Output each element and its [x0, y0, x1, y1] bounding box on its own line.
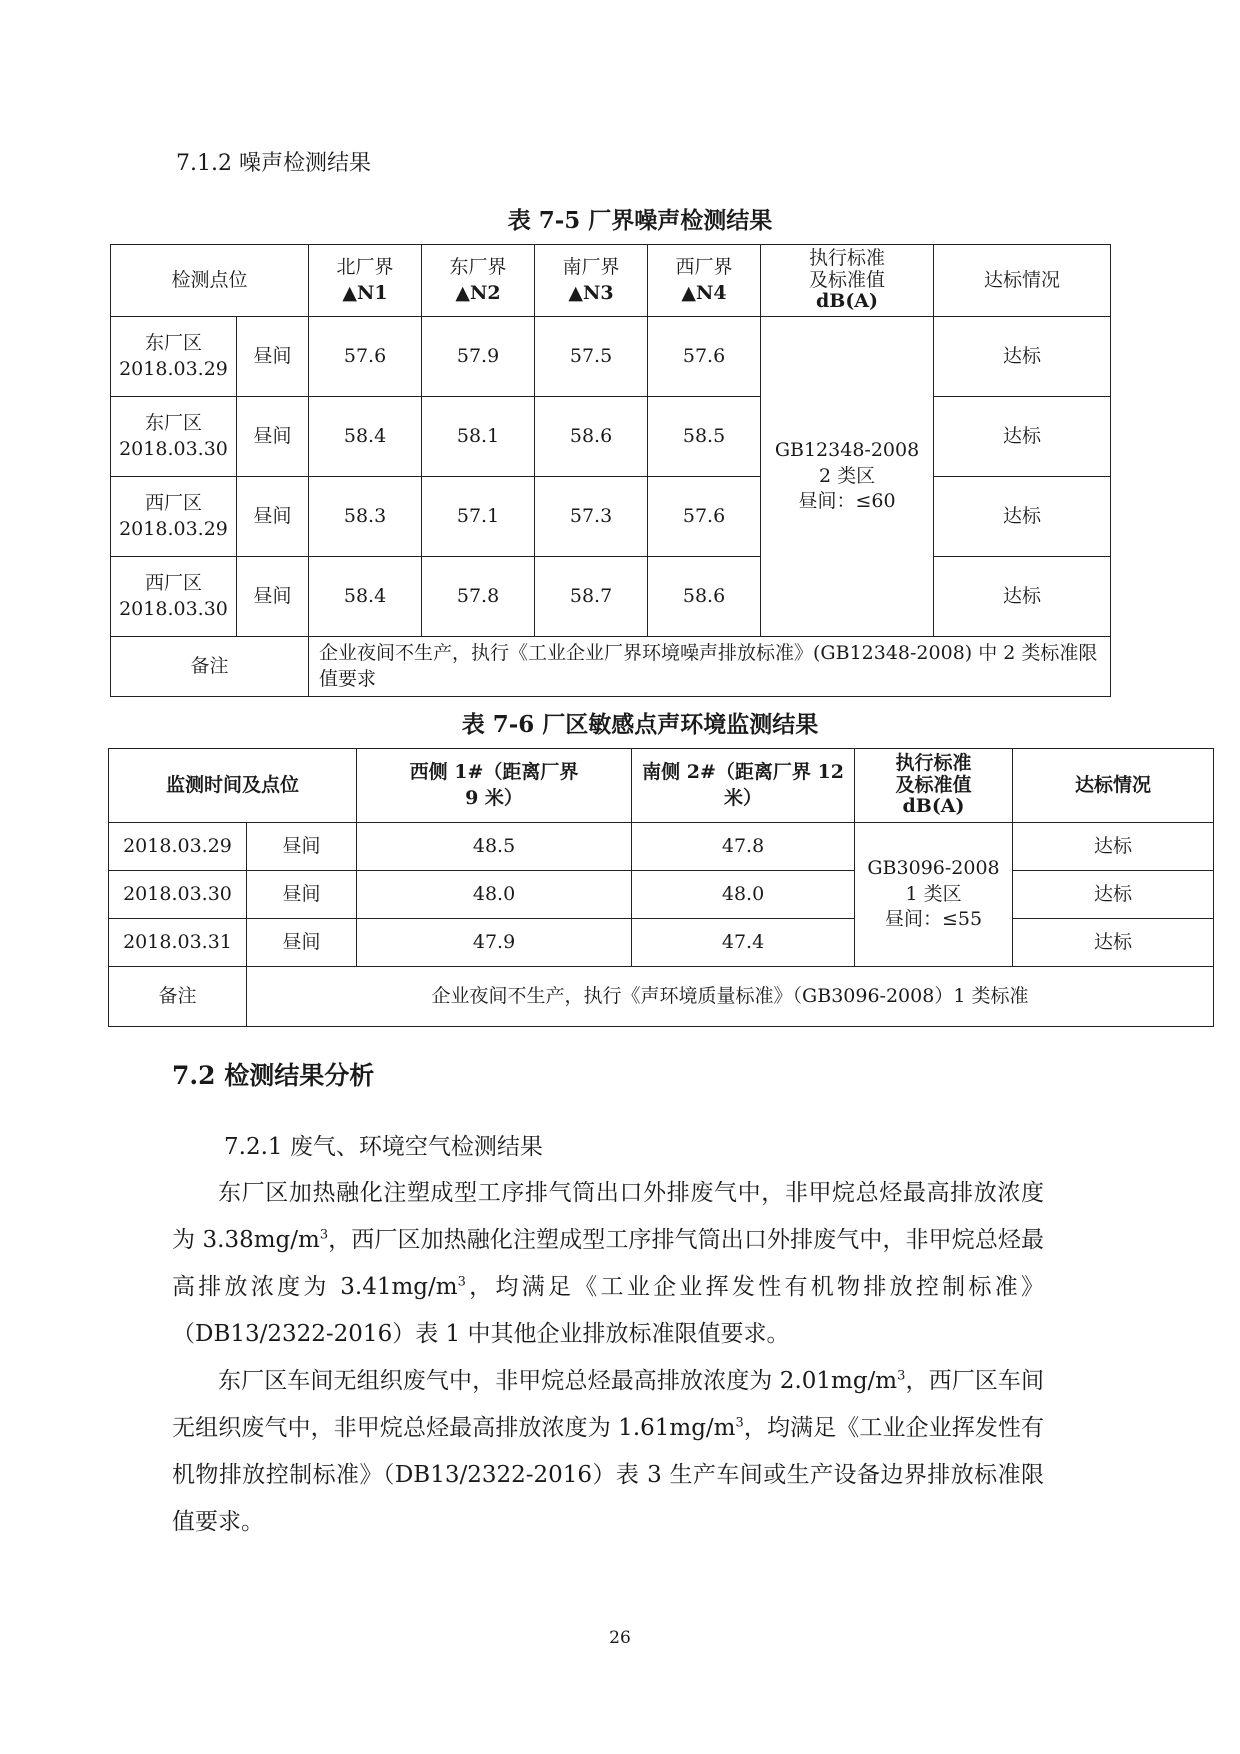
row-date: 2018.03.30 — [109, 871, 247, 919]
header-n1-code: ▲N1 — [342, 281, 388, 304]
standard-cell — [855, 823, 1013, 967]
unit-superscript: 3 — [735, 1415, 744, 1431]
row-date: 2018.03.29 — [119, 357, 228, 380]
unit-superscript: 3 — [319, 1227, 329, 1243]
section-heading-7-1-2: 7.1.2 噪声检测结果 — [176, 151, 371, 176]
header-standard — [761, 245, 934, 317]
row-period: 昼间 — [247, 919, 357, 967]
value-n1: 58.3 — [309, 477, 422, 557]
value-site-2: 47.4 — [632, 919, 855, 967]
row-area: 西厂区 — [144, 491, 202, 514]
standard-limit: 昼间：≤60 — [798, 490, 896, 513]
para2-part-a: 东厂区车间无组织废气中，非甲烷总烃最高排放浓度为 2.01mg/m — [218, 1368, 898, 1394]
header-site-2 — [632, 749, 855, 823]
header-n1 — [309, 245, 422, 317]
header-standard-l1: 执行标准 — [809, 246, 886, 269]
table-row — [111, 557, 1111, 637]
row-result: 达标 — [934, 477, 1111, 557]
row-period: 昼间 — [237, 477, 309, 557]
para1-part-b: ，西厂区加热融化注塑成型工序排气筒出口外排废气中，非甲烷总烃最高排放浓度为 3.41mg/m — [172, 1227, 1044, 1300]
header-site-2-l1: 南侧 2#（距离厂界 12 — [642, 760, 844, 783]
row-date: 2018.03.29 — [119, 517, 228, 540]
row-location — [111, 397, 237, 477]
para2-part-c: ，均满足《工业企业挥发性有机物排放控制标准》（DB13/2322-2016）表 3 生产车间或生产设备边界排放标准限值要求。 — [172, 1415, 1044, 1535]
value-site-2: 47.8 — [632, 823, 855, 871]
standard-code: GB3096-2008 — [867, 857, 1000, 880]
remark-row — [111, 637, 1111, 697]
remark-text: 企业夜间不生产，执行《工业企业厂界环境噪声排放标准》(GB12348-2008) 中 2 类标准限值要求 — [309, 637, 1111, 697]
paragraph-fugitive-emissions — [172, 1358, 1044, 1546]
value-n1: 57.6 — [309, 317, 422, 397]
para1-part-a: 东厂区加热融化注塑成型工序排气筒出口外排废气中，非甲烷总烃最高排放浓度为 3.38mg/m — [172, 1180, 1044, 1253]
table-row — [109, 823, 1214, 871]
header-standard-unit: dB(A) — [902, 795, 965, 818]
section-heading-7-2: 7.2 检测结果分析 — [172, 1061, 375, 1090]
standard-cell — [761, 317, 934, 637]
header-standard-l1: 执行标准 — [895, 751, 972, 774]
header-point: 检测点位 — [111, 245, 309, 317]
row-date: 2018.03.30 — [119, 437, 228, 460]
value-n1: 58.4 — [309, 557, 422, 637]
row-date: 2018.03.31 — [109, 919, 247, 967]
header-n2-name: 东厂界 — [449, 255, 507, 278]
row-location — [111, 557, 237, 637]
row-result: 达标 — [1013, 919, 1214, 967]
header-n2-code: ▲N2 — [455, 281, 501, 304]
row-result: 达标 — [1013, 871, 1214, 919]
value-n2: 58.1 — [422, 397, 535, 477]
header-result: 达标情况 — [934, 245, 1111, 317]
para2-part-b: ，西厂区车间无组织废气中，非甲烷总烃最高排放浓度为 1.61mg/m — [172, 1368, 1044, 1441]
value-n2: 57.9 — [422, 317, 535, 397]
header-n2 — [422, 245, 535, 317]
table-header-row — [111, 245, 1111, 317]
header-n4 — [648, 245, 761, 317]
remark-label: 备注 — [111, 637, 309, 697]
value-n3: 58.7 — [535, 557, 648, 637]
standard-class: 2 类区 — [818, 464, 876, 487]
value-site-1: 48.0 — [357, 871, 632, 919]
unit-superscript: 3 — [457, 1274, 466, 1290]
value-site-1: 47.9 — [357, 919, 632, 967]
header-standard-l2: 及标准值 — [895, 773, 972, 796]
noise-table-sensitive — [108, 748, 1214, 1027]
header-result: 达标情况 — [1013, 749, 1214, 823]
table-header-row — [109, 749, 1214, 823]
value-n1: 58.4 — [309, 397, 422, 477]
value-n4: 58.5 — [648, 397, 761, 477]
remark-label: 备注 — [109, 967, 247, 1027]
header-site-1-l2: 9 米） — [465, 786, 523, 809]
value-n4: 58.6 — [648, 557, 761, 637]
header-site-1 — [357, 749, 632, 823]
row-area: 西厂区 — [144, 571, 202, 594]
value-n3: 57.3 — [535, 477, 648, 557]
page-number: 26 — [609, 1628, 631, 1648]
table-row — [109, 871, 1214, 919]
header-site-1-l1: 西侧 1#（距离厂界 — [409, 760, 579, 783]
table-row — [109, 919, 1214, 967]
value-site-2: 48.0 — [632, 871, 855, 919]
row-location — [111, 477, 237, 557]
value-site-1: 48.5 — [357, 823, 632, 871]
row-period: 昼间 — [237, 397, 309, 477]
header-n3 — [535, 245, 648, 317]
row-period: 昼间 — [237, 317, 309, 397]
para1-part-c: ，均满足《工业企业挥发性有机物排放控制标准》（DB13/2322-2016）表 1 中其他企业排放标准限值要求。 — [172, 1274, 1044, 1347]
unit-superscript: 3 — [897, 1368, 906, 1384]
table-7-6-caption: 表 7-6 厂区敏感点声环境监测结果 — [461, 711, 819, 738]
value-n3: 57.5 — [535, 317, 648, 397]
header-n4-name: 西厂界 — [675, 255, 733, 278]
value-n4: 57.6 — [648, 477, 761, 557]
standard-code: GB12348-2008 — [774, 439, 920, 462]
remark-text: 企业夜间不生产，执行《声环境质量标准》（GB3096-2008）1 类标准 — [247, 967, 1214, 1027]
header-standard — [855, 749, 1013, 823]
section-heading-7-2-1: 7.2.1 废气、环境空气检测结果 — [224, 1134, 543, 1160]
table-row — [111, 317, 1111, 397]
row-period: 昼间 — [247, 823, 357, 871]
header-site-2-l2: 米） — [724, 786, 763, 809]
header-n4-code: ▲N4 — [681, 281, 727, 304]
row-location — [111, 317, 237, 397]
row-date: 2018.03.30 — [119, 597, 228, 620]
noise-table-boundary — [110, 244, 1111, 697]
header-standard-l2: 及标准值 — [809, 268, 886, 291]
row-result: 达标 — [934, 397, 1111, 477]
value-n2: 57.8 — [422, 557, 535, 637]
row-date: 2018.03.29 — [109, 823, 247, 871]
header-standard-unit: dB(A) — [815, 290, 879, 313]
value-n2: 57.1 — [422, 477, 535, 557]
table-row — [111, 477, 1111, 557]
table-7-5-caption: 表 7-5 厂界噪声检测结果 — [507, 207, 773, 234]
row-result: 达标 — [1013, 823, 1214, 871]
row-result: 达标 — [934, 557, 1111, 637]
header-n3-code: ▲N3 — [568, 281, 614, 304]
remark-row — [109, 967, 1214, 1027]
header-n3-name: 南厂界 — [562, 255, 620, 278]
table-row — [111, 397, 1111, 477]
row-period: 昼间 — [237, 557, 309, 637]
row-period: 昼间 — [247, 871, 357, 919]
paragraph-organized-emissions — [172, 1170, 1044, 1358]
standard-limit: 昼间：≤55 — [884, 908, 983, 931]
header-point: 监测时间及点位 — [109, 749, 357, 823]
row-result: 达标 — [934, 317, 1111, 397]
value-n4: 57.6 — [648, 317, 761, 397]
standard-class: 1 类区 — [905, 882, 962, 905]
row-area: 东厂区 — [144, 331, 202, 354]
header-n1-name: 北厂界 — [336, 255, 394, 278]
row-area: 东厂区 — [144, 411, 202, 434]
value-n3: 58.6 — [535, 397, 648, 477]
